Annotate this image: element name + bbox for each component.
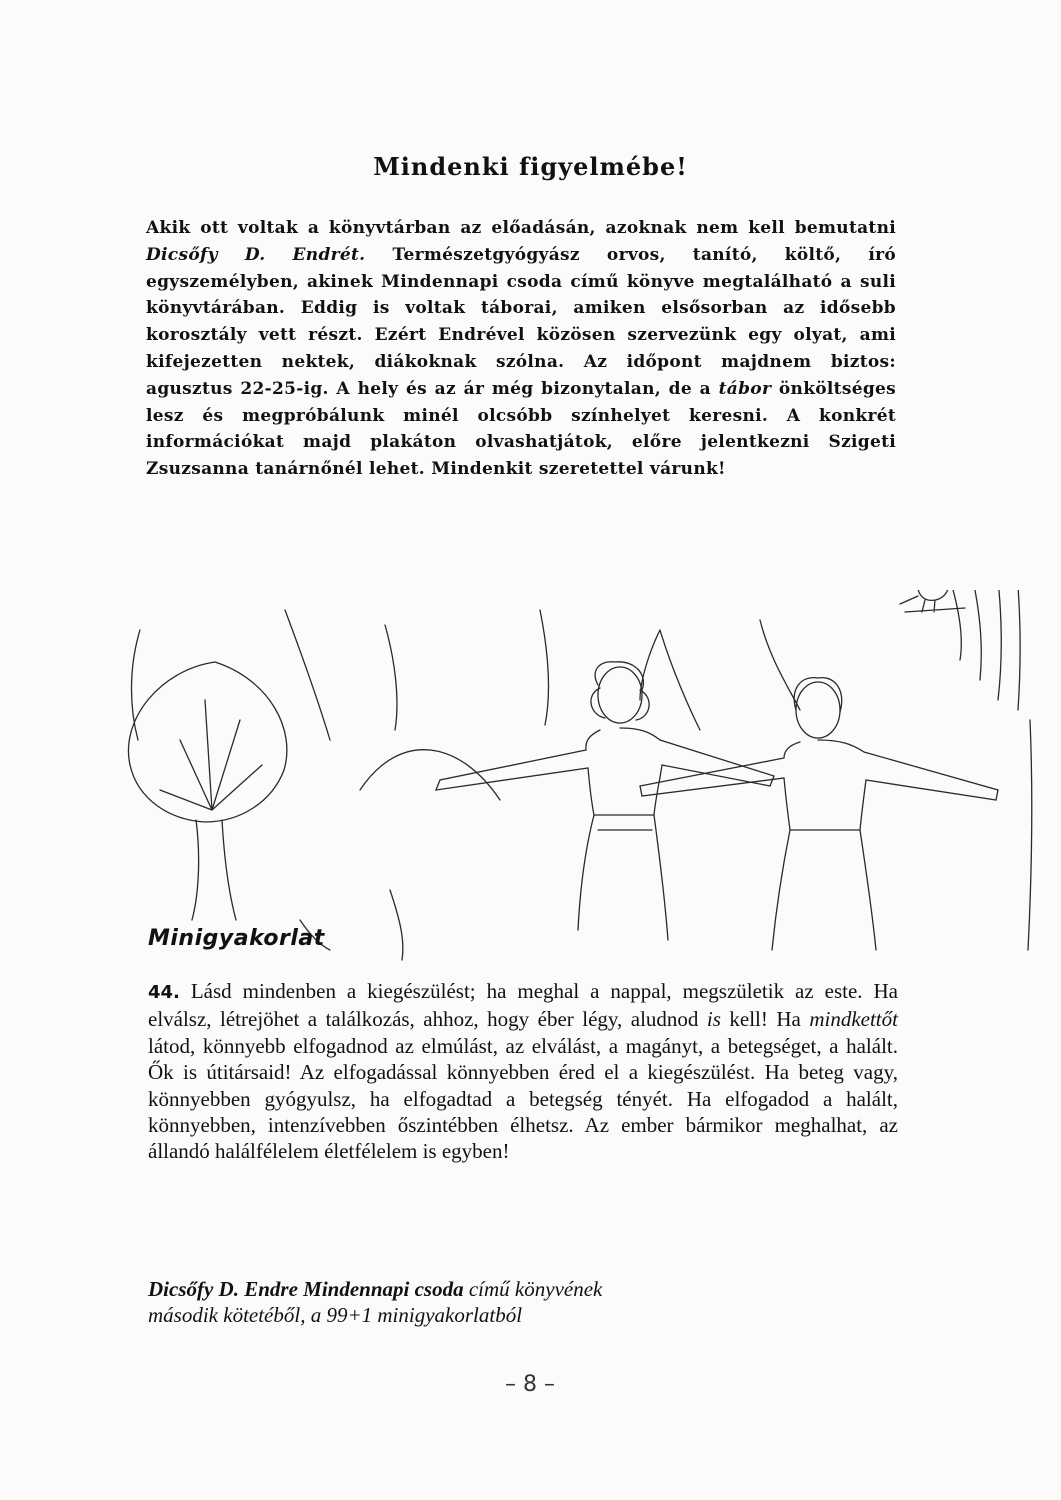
exercise-text-is: is bbox=[706, 1007, 721, 1032]
girl-2-head bbox=[796, 682, 840, 738]
exercise-text-both: mindkettőt bbox=[809, 1007, 898, 1032]
ground-lines bbox=[300, 750, 500, 960]
exercise-text-2: kell! Ha bbox=[720, 1007, 810, 1032]
page-number: – 8 – bbox=[505, 1372, 555, 1397]
tree-branches-left bbox=[160, 700, 262, 810]
tree-trunks-bg bbox=[132, 610, 801, 740]
notice-text-camp: tábor bbox=[718, 378, 772, 399]
girl-1-head bbox=[598, 667, 642, 723]
notice-body bbox=[146, 215, 896, 483]
source-text-1: című könyvének bbox=[463, 1277, 603, 1301]
source-title: Dicsőfy D. Endre Mindennapi csoda bbox=[148, 1277, 464, 1301]
girl-1-body bbox=[436, 728, 774, 815]
exercise-heading: Minigyakorlat bbox=[148, 926, 325, 951]
source-citation bbox=[148, 1276, 868, 1328]
bush-right bbox=[940, 590, 1020, 710]
girl-1-legs bbox=[578, 815, 668, 940]
exercise-number: 44. bbox=[148, 982, 180, 1003]
notice-title: Mindenki figyelmébe! bbox=[373, 152, 688, 181]
tree-right-trunk bbox=[1028, 720, 1032, 950]
girl-2-legs bbox=[772, 830, 876, 950]
exercise-text-1: Lásd mindenben a kiegészülést; ha meghal a nappal, megszületik az este. Ha elválsz, létrejöhet a találkozás, ahhoz, hogy éber légy, aludnod bbox=[148, 979, 898, 1032]
girl-2-hair bbox=[794, 678, 841, 712]
exercise-text-3: látod, könnyebb elfogadnod az elmúlást, az elválást, a magányt, a betegséget, a halált. Ők is útitársaid! Az elfogadással könnyebben éred el a kiegészülést. Ha beteg vagy, könnyebben gyógyulsz, ha elfogadtad a betegség tényét. Ha elfogadod a halált, könnyebben, intenzívebben őszintébben élhetsz. Az ember bármikor meghalhat, az állandó halálfélelem életfélelem is egyben! bbox=[148, 1033, 898, 1164]
notice-text-2: Természetgyógyász orvos, tanító, költő, író egyszemélyben, akinek Mindennapi csoda című könyve megtalálható a suli könyvtárában. Eddig is voltak táborai, amiken elsősorban az idősebb korosztály vett részt. Ezért Endrével közösen szervezünk egy olyat, ami kifejezetten nektek, diákoknak szólna. Az időpont majdnem biztos: agusztus 22-25-ig. A hely és az ár még bizonytalan, de a bbox=[146, 244, 896, 399]
author-name: Dicsőfy D. Endrét. bbox=[146, 244, 366, 265]
notice-text-1: Akik ott voltak a könyvtárban az előadásán, azoknak nem kell bemutatni bbox=[146, 218, 896, 238]
exercise-body bbox=[148, 978, 898, 1165]
source-text-2: második kötetéből, a 99+1 minigyakorlatból bbox=[148, 1303, 523, 1327]
notice-text-3: önköltséges lesz és megpróbálunk minél olcsóbb színhelyet keresni. A konkrét információkat majd plakáton olvashatjátok, előre jelentkezni Szigeti Zsuzsanna tanárnőnél lehet. Mindenkit szeretettel várunk! bbox=[146, 378, 896, 480]
girl-1-hair bbox=[591, 662, 649, 720]
tree-trunk-left bbox=[192, 820, 236, 920]
girl-2-body bbox=[640, 740, 998, 830]
